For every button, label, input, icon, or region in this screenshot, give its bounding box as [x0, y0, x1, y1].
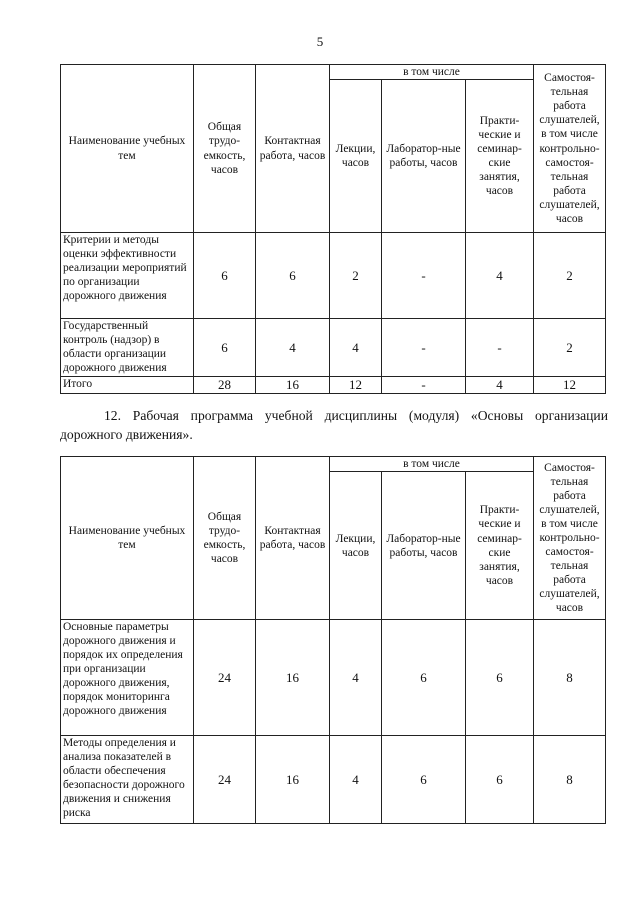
self-study-hours: 2	[534, 319, 606, 377]
header-contact: Контактная работа, часов	[256, 65, 330, 233]
header-self-study: Самостоя-тельная работа слушателей, в том числе контрольно-самостоя-тельная работа слушателей, часов	[534, 457, 606, 620]
header-total: Общая трудо-емкость, часов	[194, 65, 256, 233]
topic-name: Государственный контроль (надзор) в области организации дорожного движения	[61, 319, 194, 377]
header-group: в том числе	[330, 457, 534, 472]
table-header-row	[61, 457, 606, 472]
topic-name: Критерии и методы оценки эффективности реализации мероприятий по организации дорожного движения	[61, 233, 194, 319]
table-row	[61, 319, 606, 377]
header-self-study: Самостоя-тельная работа слушателей, в том числе контрольно-самостоя-тельная работа слушателей, часов	[534, 65, 606, 233]
practical-hours: 6	[466, 736, 534, 824]
total-row	[61, 377, 606, 394]
lecture-hours: 2	[330, 233, 382, 319]
topic-name: Основные параметры дорожного движения и порядок их определения при организации дорожного движения, порядок мониторинга дорожного движения	[61, 620, 194, 736]
total-hours: 6	[194, 319, 256, 377]
lab-hours: -	[382, 233, 466, 319]
contact-hours: 16	[256, 736, 330, 824]
contact-hours: 16	[256, 620, 330, 736]
header-total: Общая трудо-емкость, часов	[194, 457, 256, 620]
header-name: Наименование учебных тем	[61, 65, 194, 233]
table-row	[61, 736, 606, 824]
lab-hours: -	[382, 377, 466, 394]
header-contact: Контактная работа, часов	[256, 457, 330, 620]
total-hours: 24	[194, 620, 256, 736]
lecture-hours: 4	[330, 620, 382, 736]
section-heading-line: дорожного движения».	[60, 427, 193, 442]
curriculum-table-2	[60, 456, 606, 824]
lecture-hours: 4	[330, 736, 382, 824]
header-lectures: Лекции, часов	[330, 80, 382, 233]
header-practical: Практи-ческие и семинар-ские занятия, часов	[466, 472, 534, 620]
total-label: Итого	[61, 377, 194, 394]
topic-name: Методы определения и анализа показателей в области обеспечения безопасности дорожного движения и снижения риска	[61, 736, 194, 824]
header-name: Наименование учебных тем	[61, 457, 194, 620]
lab-hours: 6	[382, 620, 466, 736]
contact-hours: 4	[256, 319, 330, 377]
page-number: 5	[316, 34, 324, 49]
contact-hours: 16	[256, 377, 330, 394]
header-practical: Практи-ческие и семинар-ские занятия, часов	[466, 80, 534, 233]
lab-hours: 6	[382, 736, 466, 824]
header-group: в том числе	[330, 65, 534, 80]
practical-hours: -	[466, 319, 534, 377]
total-hours: 28	[194, 377, 256, 394]
practical-hours: 6	[466, 620, 534, 736]
table-row	[61, 233, 606, 319]
practical-hours: 4	[466, 233, 534, 319]
self-study-hours: 2	[534, 233, 606, 319]
practical-hours: 4	[466, 377, 534, 394]
section-heading-line: 12. Рабочая программа учебной дисциплины (модуля) «Основы организации	[104, 408, 608, 423]
table-row	[61, 620, 606, 736]
total-hours: 24	[194, 736, 256, 824]
self-study-hours: 12	[534, 377, 606, 394]
curriculum-table-1	[60, 64, 606, 394]
lab-hours: -	[382, 319, 466, 377]
table-header-row	[61, 65, 606, 80]
self-study-hours: 8	[534, 620, 606, 736]
lecture-hours: 4	[330, 319, 382, 377]
self-study-hours: 8	[534, 736, 606, 824]
section-heading	[60, 406, 608, 444]
header-labs: Лаборатор-ные работы, часов	[382, 472, 466, 620]
lecture-hours: 12	[330, 377, 382, 394]
header-lectures: Лекции, часов	[330, 472, 382, 620]
header-labs: Лаборатор-ные работы, часов	[382, 80, 466, 233]
total-hours: 6	[194, 233, 256, 319]
contact-hours: 6	[256, 233, 330, 319]
